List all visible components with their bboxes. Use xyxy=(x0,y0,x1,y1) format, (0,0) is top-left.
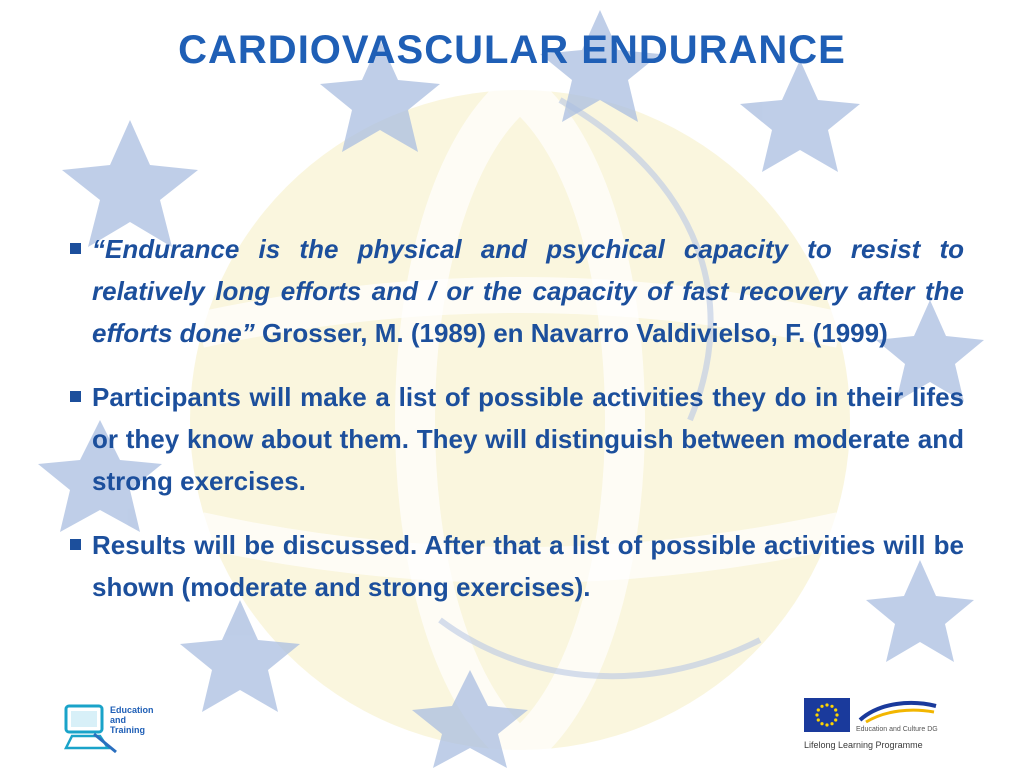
eu-flag-icon xyxy=(804,698,850,732)
square-bullet-icon xyxy=(70,539,81,550)
quote-citation: Grosser, M. (1989) en Navarro Valdivielso, F. (1999) xyxy=(254,318,888,348)
bullet-item xyxy=(62,524,964,608)
slide-title: CARDIOVASCULAR ENDURANCE xyxy=(178,28,846,72)
eu-dg-label: Education and Culture DG xyxy=(856,726,938,733)
square-bullet-icon xyxy=(70,243,81,254)
swoosh-icon xyxy=(856,696,940,726)
education-training-logo-text xyxy=(110,705,170,735)
star-icon xyxy=(740,60,860,172)
bullet-list xyxy=(62,228,964,630)
bullet-text: Participants will make a list of possible activities they do in their lifes or they know about them. They will distinguish between moderate and strong exercises. xyxy=(92,382,964,496)
logo-line: Education xyxy=(110,705,154,715)
endurance-definition-quote: “Endurance is the physical and psychical capacity to resist to relatively long efforts and / or the capacity of fast recovery after the efforts done” xyxy=(92,234,964,348)
square-bullet-icon xyxy=(70,391,81,402)
logo-line: Training xyxy=(110,725,146,735)
lifelong-learning-label: Lifelong Learning Programme xyxy=(804,740,923,750)
logo-line: and xyxy=(110,715,127,725)
bullet-item xyxy=(62,228,964,354)
bullet-item xyxy=(62,376,964,502)
bullet-text: Results will be discussed. After that a list of possible activities will be shown (moderate and strong exercises). xyxy=(92,530,964,602)
